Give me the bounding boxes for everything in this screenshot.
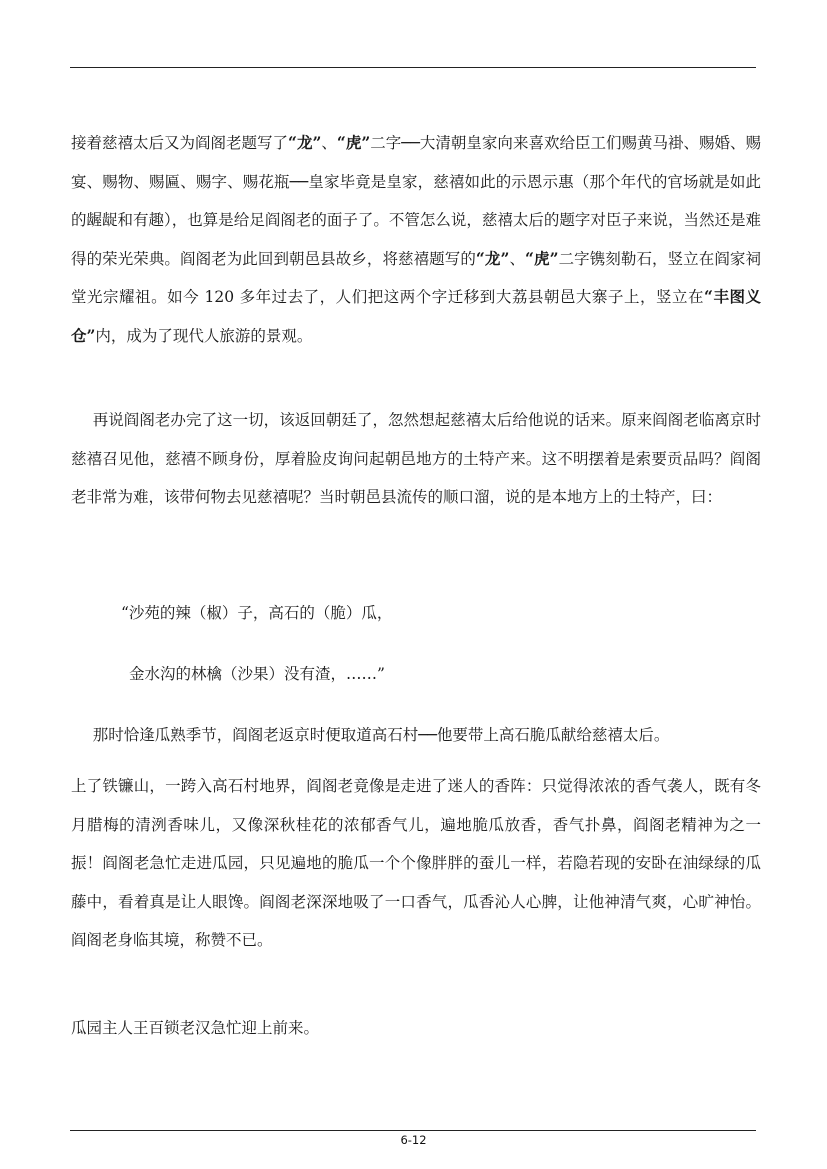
paragraph-1: [71, 124, 761, 356]
quoted-character-long: “龙”: [475, 248, 510, 268]
paragraph-1-text: 二字──大清朝皇家向来喜欢给臣工们赐黄马褂、赐婚、赐宴、赐物、赐匾、赐字、赐花瓶──皇家毕竟是皇家，慈禧如此的示恩示惠（那个年代的官场就是如此的龌龊和有趣），也算是给足阎阁老的面子了。不管怎么说，慈禧太后的题字对臣子来说，当然还是难得的荣光荣典。阎阁老为此回到朝邑县故乡，将慈禧题写的: [71, 134, 761, 268]
paragraph-3: 那时恰逢瓜熟季节，阎阁老返京时便取道高石村──他要带上高石脆瓜献给慈禧太后。: [92, 726, 670, 744]
header-rule: [70, 67, 756, 68]
paragraph-1-text: 内，成为了现代人旅游的景观。: [95, 326, 313, 345]
quoted-character-hu: “虎”: [525, 248, 559, 268]
paragraph-1-text: 、: [509, 249, 526, 268]
paragraph-1-text: 二字镌刻勒石，竖立在阎家祠堂光宗耀祖。如今 120 多年过去了，人们把这两个字迁移到大荔县朝邑大寨子上，竖立在: [71, 249, 761, 307]
paragraph-2: 再说阎阁老办完了这一切，该返回朝廷了，忽然想起慈禧太后给他说的话来。原来阎阁老临离京时慈禧召见他，慈禧不顾身份，厚着脸皮询问起朝邑地方的土特产来。这不明摆着是索要贡品吗？阎阁老非常为难，该带何物去见慈禧呢？当时朝邑县流传的顺口溜，说的是本地方上的土特产，曰：: [71, 411, 761, 507]
footer-rule: [70, 1130, 756, 1131]
paragraph-4: 上了铁镰山，一跨入高石村地界，阎阁老竟像是走进了迷人的香阵：只觉得浓浓的香气袭人，既有冬月腊梅的清洌香味儿，又像深秋桂花的浓郁香气儿，遍地脆瓜放香，香气扑鼻，阎阁老精神为之一振！阎阁老急忙走进瓜园，只见遍地的脆瓜一个个像胖胖的蚕儿一样，若隐若现的安卧在油绿绿的瓜藤中，看着真是让人眼馋。阎阁老深深地吸了一口香气，瓜香沁人心脾，让他神清气爽，心旷神怡。阎阁老身临其境，称赞不已。: [71, 777, 761, 950]
page-number: 6-12: [400, 1133, 427, 1147]
paragraph-1-text: 接着慈禧太后又为阎阁老题写了: [71, 134, 289, 152]
verse-line-1: “沙苑的辣（椒）子，高石的（脆）瓜，: [121, 604, 393, 622]
quoted-place-name: “丰图义仓”: [71, 287, 761, 345]
paragraph-1-text: 、: [321, 134, 337, 152]
verse-line-2: 金水沟的林檎（沙果）没有渣，……”: [129, 665, 385, 683]
quoted-character-long: “龙”: [288, 133, 322, 152]
quoted-character-hu: “虎”: [336, 133, 371, 152]
paragraph-5: 瓜园主人王百锁老汉急忙迎上前来。: [71, 1019, 320, 1037]
